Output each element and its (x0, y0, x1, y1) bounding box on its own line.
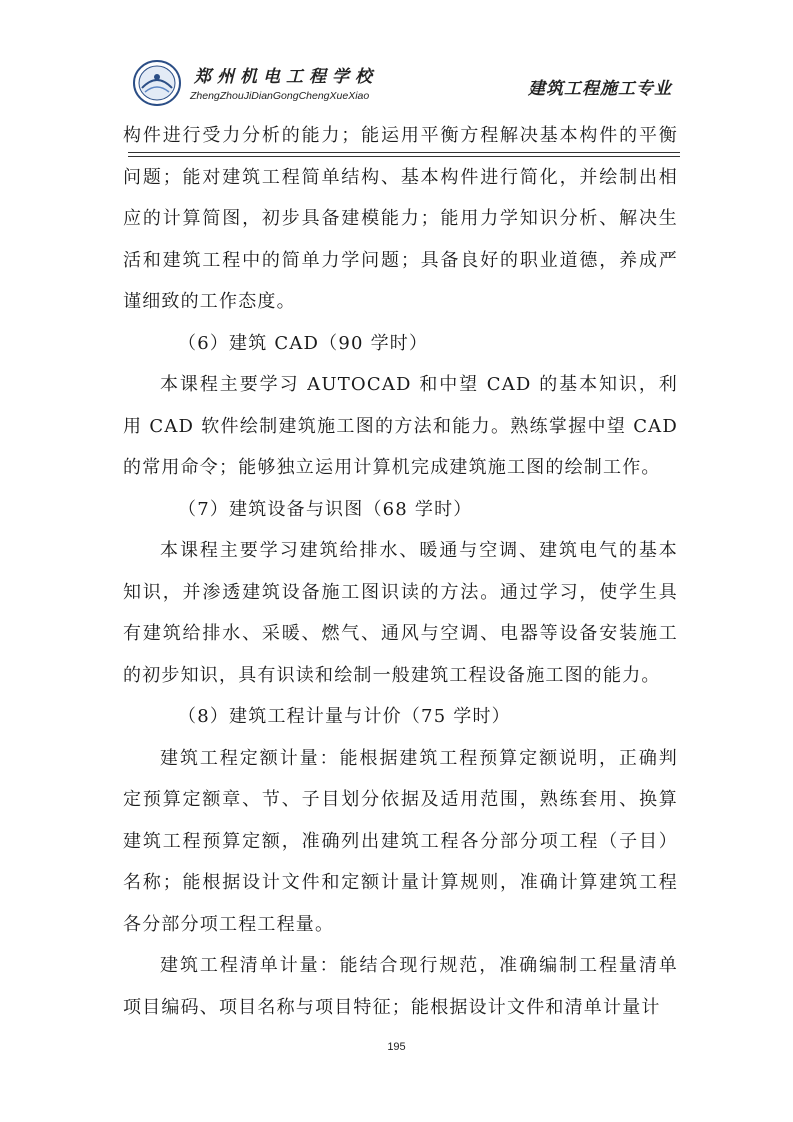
school-name-cn: 郑州机电工程学校 (194, 67, 378, 87)
paragraph-bill-measurement: 建筑工程清单计量：能结合现行规范，准确编制工程量清单项目编码、项目名称与项目特征；能根据设计文件和清单计量计 (123, 955, 678, 1018)
page-number: 195 (387, 1041, 406, 1053)
school-logo-icon (132, 58, 182, 108)
paragraph-quota-measurement: 建筑工程定额计量：能根据建筑工程预算定额说明，正确判定预算定额章、节、子目划分依据及适用范围，熟练套用、换算建筑工程预算定额，准确列出建筑工程各分部分项工程（子目）名称；能根据设计文件和定额计量计算规则，准确计算建筑工程各分部分项工程工程量。 (123, 747, 678, 935)
paragraph-cad: 本课程主要学习 AUTOCAD 和中望 CAD 的基本知识，利用 CAD 软件绘制建筑施工图的方法和能力。熟练掌握中望 CAD 的常用命令；能够独立运用计算机完成建筑施工图的绘制工作。 (123, 374, 678, 478)
paragraph-equipment: 本课程主要学习建筑给排水、暖通与空调、建筑电气的基本知识，并渗透建筑设备施工图识读的方法。通过学习，使学生具有建筑给排水、采暖、燃气、通风与空调、电器等设备安装施工的初步知识，具有识读和绘制一般建筑工程设备施工图的能力。 (123, 540, 678, 686)
page-header (120, 40, 680, 112)
section-heading-cost: （8）建筑工程计量与计价（75 学时） (178, 706, 511, 727)
section-heading-equipment: （7）建筑设备与识图（68 学时） (178, 498, 473, 520)
school-name-en: ZhengZhouJiDianGongChengXueXiao (190, 90, 370, 102)
major-title: 建筑工程施工专业 (528, 79, 672, 99)
section-heading-cad: （6）建筑 CAD（90 学时） (178, 332, 429, 354)
page-body (123, 115, 678, 1028)
paragraph-continued: 构件进行受力分析的能力；能运用平衡方程解决基本构件的平衡问题；能对建筑工程简单结构、基本构件进行简化，并绘制出相应的计算简图，初步具备建模能力；能用力学知识分析、解决生活和建筑工程中的简单力学问题；具备良好的职业道德，养成严谨细致的工作态度。 (123, 125, 678, 312)
